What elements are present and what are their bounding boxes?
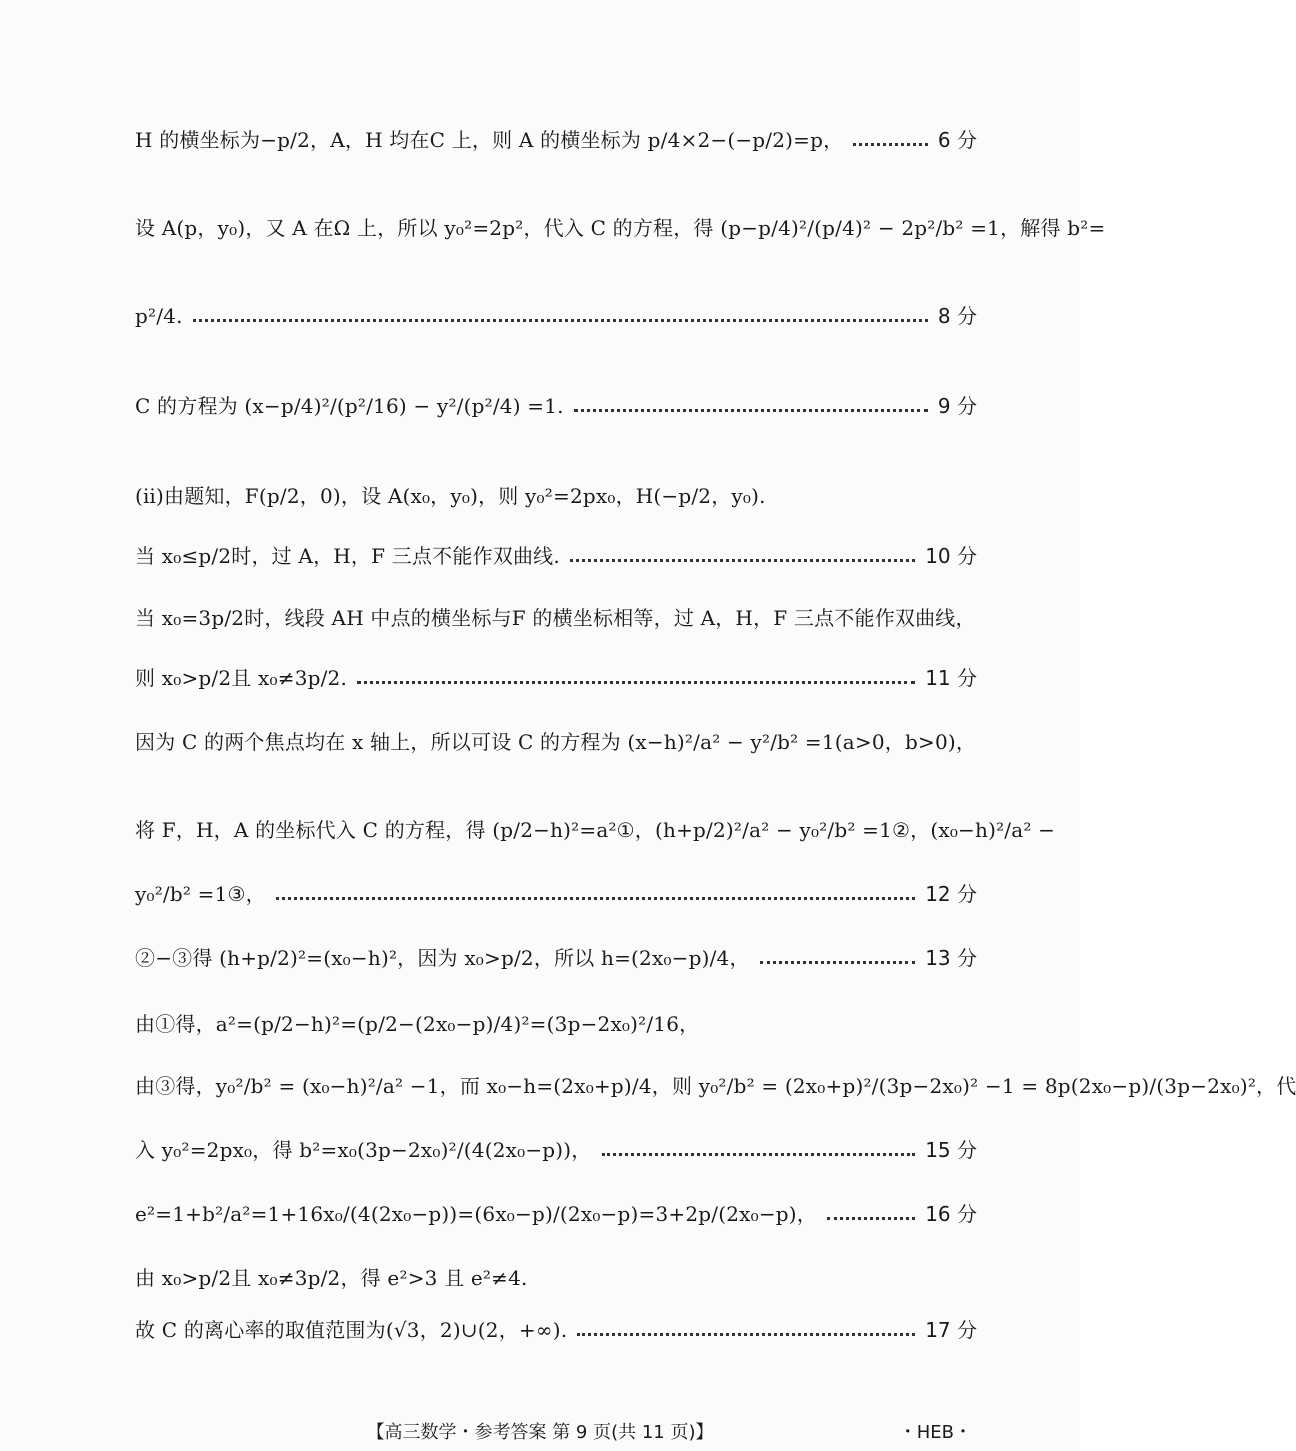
footer-code: ・HEB・ (898, 1422, 972, 1443)
dot-leader (574, 409, 928, 412)
score-label: 15 分 (925, 1138, 977, 1162)
line-text: p²/4. (135, 304, 183, 328)
score-label: 17 分 (925, 1318, 977, 1342)
line-text: y₀²/b² =1③， (135, 882, 266, 906)
line-text: 当 x₀≤p/2时，过 A，H，F 三点不能作双曲线. (135, 544, 560, 568)
line-text: 由①得，a²=(p/2−h)²=(p/2−(2x₀−p)/4)²=(3p−2x₀)²/16， (135, 1012, 700, 1036)
solution-line (135, 1074, 1296, 1098)
line-text: C 的方程为 (x−p/4)²/(p²/16) − y²/(p²/4) =1. (135, 394, 564, 418)
dot-leader (276, 897, 915, 900)
line-text: 则 x₀>p/2且 x₀≠3p/2. (135, 666, 348, 690)
score-label: 16 分 (925, 1202, 977, 1226)
dot-leader (577, 1333, 915, 1336)
solution-line (135, 216, 1106, 240)
dot-leader (357, 681, 915, 684)
line-text: H 的横坐标为−p/2，A，H 均在C 上，则 A 的横坐标为 p/4×2−(−p/2)=p， (135, 128, 844, 152)
score-label: 9 分 (937, 394, 977, 418)
dot-leader (193, 319, 928, 322)
solution-line (135, 882, 977, 906)
solution-line (135, 394, 977, 418)
solution-line (135, 666, 977, 690)
solution-line (135, 1318, 977, 1342)
dot-leader (760, 961, 916, 964)
score-label: 13 分 (925, 946, 977, 970)
line-text: 将 F，H，A 的坐标代入 C 的方程，得 (p/2−h)²=a²①，(h+p/2)²/a² − y₀²/b² =1②，(x₀−h)²/a² − (135, 818, 1056, 842)
solution-line (135, 1202, 977, 1226)
line-text: 因为 C 的两个焦点均在 x 轴上，所以可设 C 的方程为 (x−h)²/a² − y²/b² =1(a>0，b>0)， (135, 730, 977, 754)
dot-leader (827, 1217, 915, 1220)
solution-line (135, 730, 977, 754)
line-text: ②−③得 (h+p/2)²=(x₀−h)²，因为 x₀>p/2，所以 h=(2x₀−p)/4， (135, 946, 750, 970)
solution-line (135, 1138, 977, 1162)
solution-line (135, 606, 977, 630)
line-text: (ⅱ)由题知，F(p/2，0)，设 A(x₀，y₀)，则 y₀²=2px₀，H(−p/2，y₀). (135, 484, 766, 508)
score-label: 11 分 (925, 666, 977, 690)
score-label: 6 分 (937, 128, 977, 152)
solution-line (135, 304, 977, 328)
solution-line (135, 1266, 977, 1290)
solution-line (135, 484, 977, 508)
line-text: 当 x₀=3p/2时，线段 AH 中点的横坐标与F 的横坐标相等，过 A，H，F 三点不能作双曲线， (135, 606, 976, 630)
line-text: 故 C 的离心率的取值范围为(√3，2)∪(2，+∞). (135, 1318, 568, 1342)
solution-line (135, 1012, 977, 1036)
score-label: 12 分 (925, 882, 977, 906)
dot-leader (602, 1153, 916, 1156)
dot-leader (570, 559, 915, 562)
solution-line (135, 946, 977, 970)
dot-leader (853, 143, 928, 146)
solution-line (135, 818, 1056, 842)
line-text: 由③得，y₀²/b² = (x₀−h)²/a² −1，而 x₀−h=(2x₀+p)/4，则 y₀²/b² = (2x₀+p)²/(3p−2x₀)² −1 = 8p(2x₀−p)/(3p−2x₀)²，代 (135, 1074, 1296, 1098)
line-text: 由 x₀>p/2且 x₀≠3p/2，得 e²>3 且 e²≠4. (135, 1266, 528, 1290)
score-label: 10 分 (925, 544, 977, 568)
solution-line (135, 128, 977, 152)
line-text: 入 y₀²=2px₀，得 b²=x₀(3p−2x₀)²/(4(2x₀−p))， (135, 1138, 592, 1162)
page-footer (0, 1418, 1080, 1446)
solution-line (135, 544, 977, 568)
line-text: 设 A(p，y₀)，又 A 在Ω 上，所以 y₀²=2p²，代入 C 的方程，得 (p−p/4)²/(p/4)² − 2p²/b² =1，解得 b²= (135, 216, 1106, 240)
score-label: 8 分 (937, 304, 977, 328)
line-text: e²=1+b²/a²=1+16x₀/(4(2x₀−p))=(6x₀−p)/(2x₀−p)=3+2p/(2x₀−p)， (135, 1202, 818, 1226)
footer-page-info: 【高三数学・参考答案 第 9 页(共 11 页)】 (366, 1422, 714, 1443)
